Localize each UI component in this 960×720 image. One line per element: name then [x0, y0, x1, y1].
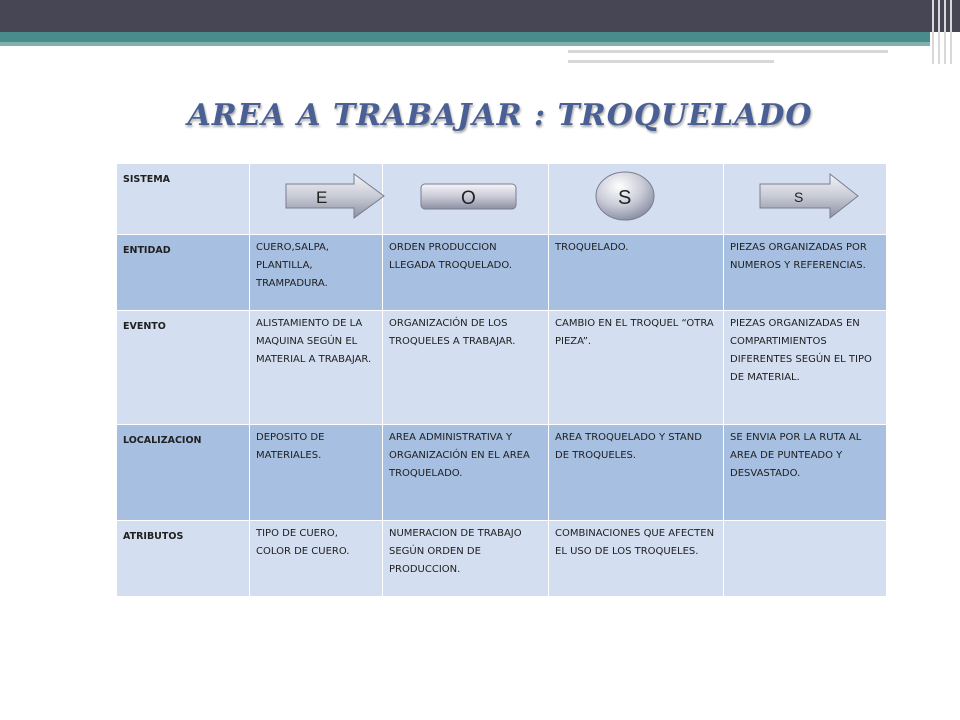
- circle-s: [595, 168, 715, 223]
- accent-bar-light: [0, 42, 930, 46]
- accent-bar: [0, 32, 930, 42]
- table-row: [117, 521, 887, 597]
- table-cell: [724, 521, 887, 597]
- decor-line: [568, 60, 774, 63]
- table-cell: AREA TROQUELADO Y STAND DE TROQUELES.: [549, 425, 724, 521]
- decor-vline: [932, 0, 934, 64]
- row-label: SISTEMA: [117, 164, 250, 235]
- table-cell: ALISTAMIENTO DE LA MAQUINA SEGÚN EL MATERIAL A TRABAJAR.: [250, 311, 383, 425]
- table-cell: ORGANIZACIÓN DE LOS TROQUELES A TRABAJAR.: [383, 311, 549, 425]
- table-cell: DEPOSITO DE MATERIALES.: [250, 425, 383, 521]
- shape-cell: [250, 164, 383, 235]
- shape-label: O: [461, 188, 476, 209]
- decor-vline: [950, 0, 952, 64]
- table-cell: ORDEN PRODUCCION LLEGADA TROQUELADO.: [383, 235, 549, 311]
- table-cell: TROQUELADO.: [549, 235, 724, 311]
- table-cell: PIEZAS ORGANIZADAS POR NUMEROS Y REFERENCIAS.: [724, 235, 887, 311]
- row-label: ENTIDAD: [117, 235, 250, 311]
- box-o: [399, 172, 519, 222]
- shape-label: E: [316, 188, 328, 207]
- slide-title: AREA A TRABAJAR : TROQUELADO: [187, 98, 813, 133]
- decor-vline: [944, 0, 946, 64]
- shape-cell: [724, 164, 887, 235]
- table-cell: PIEZAS ORGANIZADAS EN COMPARTIMIENTOS DIFERENTES SEGÚN EL TIPO DE MATERIAL.: [724, 311, 887, 425]
- top-bar: [0, 0, 960, 32]
- row-label: ATRIBUTOS: [117, 521, 250, 597]
- shape-cell: [383, 164, 549, 235]
- table-row: [117, 311, 887, 425]
- table-row: [117, 235, 887, 311]
- eos-table: [116, 163, 887, 597]
- table-row: [117, 164, 887, 235]
- arrow-s: [758, 172, 878, 222]
- table-cell: NUMERACION DE TRABAJO SEGÚN ORDEN DE PRODUCCION.: [383, 521, 549, 597]
- decor-vline: [938, 0, 940, 64]
- table-cell: CAMBIO EN EL TROQUEL “OTRA PIEZA”.: [549, 311, 724, 425]
- shape-label: S: [618, 187, 632, 209]
- shape-label: S: [794, 189, 804, 205]
- row-label: LOCALIZACION: [117, 425, 250, 521]
- table-cell: SE ENVIA POR LA RUTA AL AREA DE PUNTEADO Y DESVASTADO.: [724, 425, 887, 521]
- table-cell: TIPO DE CUERO, COLOR DE CUERO.: [250, 521, 383, 597]
- row-label: EVENTO: [117, 311, 250, 425]
- arrow-e: [266, 172, 386, 222]
- table-cell: COMBINACIONES QUE AFECTEN EL USO DE LOS TROQUELES.: [549, 521, 724, 597]
- table-cell: AREA ADMINISTRATIVA Y ORGANIZACIÓN EN EL AREA TROQUELADO.: [383, 425, 549, 521]
- shape-cell: [549, 164, 724, 235]
- decor-line: [568, 50, 888, 53]
- table-cell: CUERO,SALPA, PLANTILLA, TRAMPADURA.: [250, 235, 383, 311]
- table-row: [117, 425, 887, 521]
